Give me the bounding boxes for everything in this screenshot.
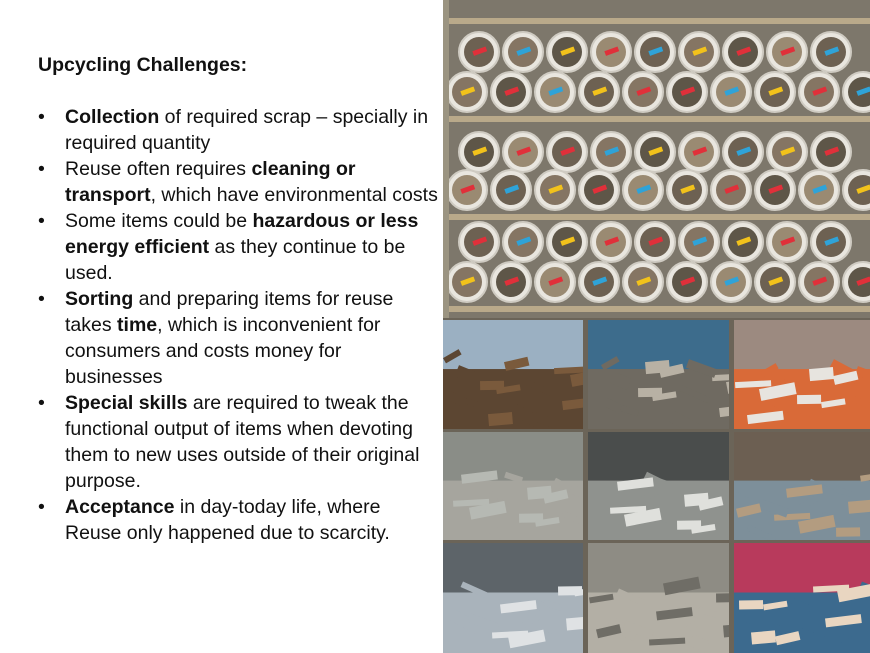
photo-stacked-wood-planks [734,432,870,540]
bullet-item [38,390,438,494]
bullet-dot: • [38,392,45,414]
photo-white-tile-pile [588,432,729,540]
bullet-emphasis: Collection [65,106,160,128]
bullet-dot: • [38,288,45,310]
shelf-photo [443,0,870,318]
bullet-dot: • [38,106,45,128]
bullet-text: Some items could be [65,210,253,232]
bullet-text: , which is inconvenient for consumers and costs money for businesses [65,314,381,388]
photo-wooden-debris-pile [588,320,729,429]
bullet-emphasis: Acceptance [65,496,175,518]
bullet-item [38,494,438,546]
bullet-dot: • [38,496,45,518]
photo-signboard-scrap [734,320,870,429]
photo-colorful-fabric-scraps [734,543,870,653]
bullet-text: are required to tweak the functional output of items when devoting them to new uses outside of their original purpose. [65,392,420,492]
bullet-text: of required scrap – specially in required quantity [65,106,429,154]
bullet-text: , which have environmental costs [150,184,438,206]
bullet-item [38,208,438,286]
text-column [38,52,438,546]
slide-heading: Upcycling Challenges: [38,54,248,76]
bullet-text: as they continue to be used. [65,236,406,284]
photo-collage [443,0,870,653]
bullet-item [38,286,438,390]
bullet-list [38,104,438,546]
photo-metal-offcuts [588,543,729,653]
bullet-text: and preparing items for reuse takes [65,288,394,336]
bullet-text: Reuse often requires [65,158,252,180]
photo-plastic-sacks [443,543,583,653]
bullet-item [38,156,438,208]
bullet-text: in day-today life, where Reuse only happened due to scarcity. [65,496,390,544]
photo-rusted-metal-scrap-pile [443,320,583,429]
bullet-emphasis: cleaning or transport [65,158,356,206]
bullet-emphasis: time [117,314,158,336]
bullet-emphasis: Special skills [65,392,188,414]
bullet-emphasis: Sorting [65,288,134,310]
bullet-emphasis: hazardous or less energy efficient [65,210,419,258]
bullet-dot: • [38,210,45,232]
bullet-item [38,104,438,156]
bullet-dot: • [38,158,45,180]
photo-ceramic-tile-pile [443,432,583,540]
